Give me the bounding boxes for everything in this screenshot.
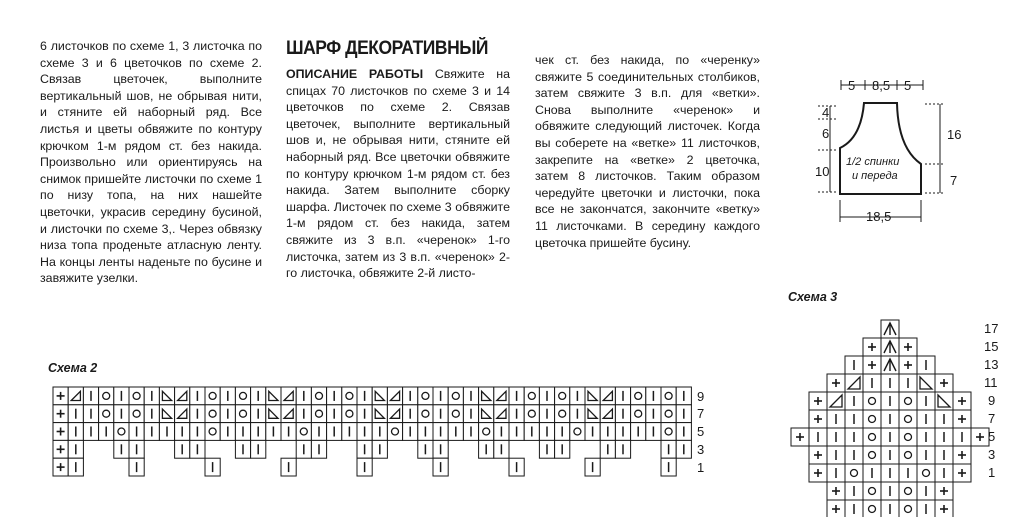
- schema-3-cell: [935, 374, 953, 392]
- schema-2-cell: [387, 423, 402, 441]
- schema-2-cell: [114, 387, 129, 405]
- schema-3-cell: [953, 392, 971, 410]
- schema-2-cell: [129, 423, 144, 441]
- dim-bottom: 18,5: [866, 209, 892, 224]
- schema-2-cell: [53, 387, 68, 405]
- schema-3-cell: [809, 464, 827, 482]
- schema-2-cell: [327, 405, 342, 423]
- schema-2-row-7: 7: [697, 406, 705, 421]
- schema-2-cell: [53, 458, 68, 476]
- article-title: ШАРФ ДЕКОРАТИВНЫЙ: [286, 38, 488, 59]
- pattern-label-1: 1/2 спинки: [846, 156, 900, 168]
- schema-3-cell: [845, 464, 863, 482]
- schema-2-cell: [600, 440, 615, 458]
- schema-2-cell: [144, 387, 159, 405]
- schema-2-cell: [68, 387, 83, 405]
- schema-3-cell: [881, 356, 899, 374]
- schema-2-cell: [327, 423, 342, 441]
- schema-2-cell: [509, 423, 524, 441]
- schema-2-row-numbers: [697, 389, 704, 475]
- schema-3-cell: [845, 410, 863, 428]
- schema-3-cell: [881, 320, 899, 338]
- schema-3-cell: [899, 428, 917, 446]
- schema-3-cell: [809, 428, 827, 446]
- schema-2-cell: [539, 387, 554, 405]
- column-2-text: Свяжите на спицах 70 листочков по схеме 3 и 14 цветочков по схеме 2. Связав цветочек, выполните вертикальный шов и, не обрывая нити, стяните ей наборный ряд. Все цветочки обвяжите по контуру крючком 1-м рядом ст. без накида. Затем выполните сборку шарфа. Листочек по схеме 3 обвяжите 1-м рядом ст. без накида, затем свяжите из 3 в.п. «черенок» 1-го листочка, затем из 3 в.п. «черенок» 2-го листочка, обвяжите 2-й листо-: [286, 67, 510, 281]
- schema-2-cell: [615, 405, 630, 423]
- schema-2-cell: [585, 423, 600, 441]
- schema-3-cell: [845, 500, 863, 517]
- schema-2-cell: [296, 423, 311, 441]
- schema-2-cell: [53, 440, 68, 458]
- dim-right-1: 16: [947, 127, 962, 142]
- schema-3-row-7: 7: [988, 411, 996, 426]
- schema-3-cell: [809, 410, 827, 428]
- schema-2-cell: [327, 387, 342, 405]
- schema-2-cell: [251, 423, 266, 441]
- schema-3-label: Схема 3: [788, 290, 838, 304]
- schema-2-cell: [235, 387, 250, 405]
- schema-3-cell: [845, 446, 863, 464]
- schema-2-cell: [479, 423, 494, 441]
- schema-2-cell: [509, 405, 524, 423]
- schema-2-cell: [585, 387, 600, 405]
- schema-2-cell: [600, 405, 615, 423]
- schema-2-cell: [372, 405, 387, 423]
- schema-3-cell: [809, 446, 827, 464]
- schema-3-cell: [827, 392, 845, 410]
- schema-3-cell: [917, 500, 935, 517]
- schema-2-cell: [631, 405, 646, 423]
- schema-3-cell: [899, 338, 917, 356]
- schema-2-cell: [631, 387, 646, 405]
- schema-2-cell: [144, 405, 159, 423]
- schema-2-cell: [555, 405, 570, 423]
- schema-2-cell: [99, 423, 114, 441]
- dim-left-3: 10: [815, 164, 830, 179]
- schema-3-cell: [935, 482, 953, 500]
- schema-2-cell: [251, 405, 266, 423]
- schema-2-cell: [68, 440, 83, 458]
- schema-2-cell: [281, 458, 296, 476]
- schema-2-cell: [342, 387, 357, 405]
- dim-left-2: 6: [822, 126, 830, 141]
- schema-2-chart: [53, 387, 691, 476]
- schema-2-cell: [448, 423, 463, 441]
- schema-2-cell: [570, 405, 585, 423]
- schema-2-cell: [433, 387, 448, 405]
- schema-2-cell: [175, 440, 190, 458]
- schema-3-cell: [917, 410, 935, 428]
- schema-3-cell: [863, 356, 881, 374]
- schema-3-cell: [827, 374, 845, 392]
- schema-2-cell: [205, 405, 220, 423]
- schema-2-row-1: 1: [697, 460, 705, 475]
- schema-2-cell: [661, 423, 676, 441]
- schema-3-cell: [845, 356, 863, 374]
- schema-3-cell: [827, 410, 845, 428]
- schema-3-cell: [863, 464, 881, 482]
- schema-3-cell: [863, 392, 881, 410]
- section-lead: ОПИСАНИЕ РАБОТЫ: [286, 67, 424, 81]
- schema-2-cell: [555, 440, 570, 458]
- schema-2-cell: [463, 423, 478, 441]
- schema-2-cell: [570, 387, 585, 405]
- schema-2-cell: [342, 423, 357, 441]
- schema-2-cell: [68, 458, 83, 476]
- schema-3-cell: [899, 500, 917, 517]
- schema-2-cell: [357, 458, 372, 476]
- schema-3-cell: [917, 428, 935, 446]
- schema-2-cell: [646, 405, 661, 423]
- schema-2-cell: [433, 423, 448, 441]
- schema-3-cell: [881, 446, 899, 464]
- schema-3-cell: [827, 446, 845, 464]
- schema-2-cell: [175, 387, 190, 405]
- schema-2-cell: [251, 440, 266, 458]
- schema-2-cell: [129, 387, 144, 405]
- schema-2-cell: [342, 405, 357, 423]
- schema-2-cell: [357, 387, 372, 405]
- schema-3-chart: [791, 320, 989, 517]
- schema-2-cell: [494, 423, 509, 441]
- schema-3-cell: [863, 410, 881, 428]
- schema-2-cell: [129, 405, 144, 423]
- schema-2-cell: [53, 423, 68, 441]
- schema-2-cell: [311, 387, 326, 405]
- schema-2-cell: [357, 405, 372, 423]
- schema-2-cell: [479, 405, 494, 423]
- schema-2-cell: [403, 423, 418, 441]
- schema-3-cell: [935, 446, 953, 464]
- schema-2-cell: [524, 387, 539, 405]
- schema-3-cell: [917, 482, 935, 500]
- schema-2-cell: [190, 440, 205, 458]
- schema-3-cell: [899, 356, 917, 374]
- schema-2-cell: [159, 423, 174, 441]
- schema-2-cell: [296, 440, 311, 458]
- dim-left-1: 4: [822, 105, 830, 120]
- schema-2-cell: [615, 387, 630, 405]
- schema-2-cell: [235, 405, 250, 423]
- schema-3-cell: [971, 428, 989, 446]
- schema-2-cell: [296, 405, 311, 423]
- schema-2-cell: [357, 423, 372, 441]
- schema-2-cell: [585, 405, 600, 423]
- schema-3-cell: [845, 392, 863, 410]
- schema-2-cell: [448, 387, 463, 405]
- schema-2-cell: [661, 440, 676, 458]
- schema-3-cell: [899, 446, 917, 464]
- schema-3-cell: [899, 392, 917, 410]
- dim-right-2: 7: [950, 173, 958, 188]
- schema-2-cell: [600, 423, 615, 441]
- schema-2-cell: [235, 423, 250, 441]
- schema-2-cell: [433, 440, 448, 458]
- schema-2-cell: [159, 387, 174, 405]
- schema-2-cell: [144, 423, 159, 441]
- schema-2-cell: [418, 405, 433, 423]
- schema-2-cell: [524, 423, 539, 441]
- schema-2-cell: [509, 387, 524, 405]
- schema-2-label: Схема 2: [48, 361, 98, 375]
- schema-2-cell: [403, 387, 418, 405]
- schema-2-cell: [281, 387, 296, 405]
- schema-3-cell: [935, 464, 953, 482]
- schema-2-cell: [235, 440, 250, 458]
- schema-2-cell: [676, 387, 691, 405]
- schema-3-cell: [827, 482, 845, 500]
- schema-2-cell: [509, 458, 524, 476]
- schema-2-cell: [114, 440, 129, 458]
- schema-3-cell: [881, 338, 899, 356]
- schema-2-row-5: 5: [697, 424, 705, 439]
- schema-3-cell: [845, 428, 863, 446]
- schema-3-cell: [863, 338, 881, 356]
- schema-3-cell: [845, 374, 863, 392]
- schema-2-cell: [418, 387, 433, 405]
- schema-2-cell: [281, 423, 296, 441]
- schema-2-cell: [266, 423, 281, 441]
- schema-3-row-11: 11: [984, 375, 998, 390]
- schema-2-cell: [539, 405, 554, 423]
- schema-2-cell: [99, 405, 114, 423]
- schema-2-cell: [615, 440, 630, 458]
- schema-2-cell: [205, 423, 220, 441]
- schema-2-cell: [266, 405, 281, 423]
- schema-2-cell: [387, 405, 402, 423]
- schema-2-cell: [281, 405, 296, 423]
- schema-2-cell: [555, 423, 570, 441]
- schema-2-cell: [357, 440, 372, 458]
- schema-3-cell: [917, 356, 935, 374]
- schema-3-cell: [881, 464, 899, 482]
- schema-2-cell: [311, 405, 326, 423]
- schema-2-cell: [68, 423, 83, 441]
- schema-3-cell: [935, 410, 953, 428]
- schema-3-cell: [935, 392, 953, 410]
- schema-2-cell: [463, 405, 478, 423]
- schema-2-cell: [190, 423, 205, 441]
- dim-top-right: 5: [904, 78, 912, 93]
- schema-2-cell: [296, 387, 311, 405]
- schema-2-cell: [99, 387, 114, 405]
- schema-3-cell: [953, 464, 971, 482]
- pattern-dimension-labels: [815, 78, 961, 224]
- schema-2-cell: [524, 405, 539, 423]
- schema-2-cell: [433, 458, 448, 476]
- schema-3-cell: [827, 464, 845, 482]
- schema-3-cell: [809, 392, 827, 410]
- schema-2-cell: [311, 440, 326, 458]
- garment-pattern: [818, 80, 945, 222]
- schema-2-cell: [661, 405, 676, 423]
- schema-3-cell: [863, 428, 881, 446]
- schema-3-cell: [881, 428, 899, 446]
- schema-2-cell: [676, 423, 691, 441]
- schema-3-cell: [899, 464, 917, 482]
- schema-2-cell: [463, 387, 478, 405]
- schema-2-cell: [479, 387, 494, 405]
- schema-3-row-13: 13: [984, 357, 999, 372]
- schema-3-cell: [953, 410, 971, 428]
- schema-3-row-9: 9: [988, 393, 996, 408]
- schema-2-cell: [190, 387, 205, 405]
- schema-3-cell: [935, 500, 953, 517]
- schema-2-cell: [83, 387, 98, 405]
- schema-3-cell: [827, 428, 845, 446]
- schema-2-cell: [159, 405, 174, 423]
- schema-2-cell: [68, 405, 83, 423]
- schema-3-cell: [863, 482, 881, 500]
- schema-2-cell: [220, 387, 235, 405]
- schema-3-cell: [863, 446, 881, 464]
- schema-3-cell: [899, 482, 917, 500]
- schema-3-cell: [863, 500, 881, 517]
- schema-2-cell: [539, 423, 554, 441]
- schema-2-cell: [266, 387, 281, 405]
- schema-3-row-15: 15: [984, 339, 999, 354]
- schema-2-cell: [175, 423, 190, 441]
- schema-2-cell: [418, 440, 433, 458]
- schema-2-cell: [615, 423, 630, 441]
- schema-2-cell: [220, 405, 235, 423]
- schema-2-cell: [83, 405, 98, 423]
- schema-2-cell: [205, 458, 220, 476]
- dim-top-mid: 8,5: [872, 78, 891, 93]
- schema-3-cell: [953, 428, 971, 446]
- schema-2-cell: [372, 423, 387, 441]
- schema-2-cell: [251, 387, 266, 405]
- schema-2-cell: [403, 405, 418, 423]
- schema-3-cell: [881, 482, 899, 500]
- schema-2-cell: [661, 458, 676, 476]
- schema-2-cell: [494, 440, 509, 458]
- schema-2-row-3: 3: [697, 442, 705, 457]
- schema-2-cell: [646, 423, 661, 441]
- pattern-label-2: и переда: [852, 170, 898, 182]
- schema-3-cell: [845, 482, 863, 500]
- schema-2-cell: [479, 440, 494, 458]
- schema-2-cell: [448, 405, 463, 423]
- schema-2-cell: [175, 405, 190, 423]
- schema-3-row-5: 5: [988, 429, 996, 444]
- schema-3-cell: [917, 464, 935, 482]
- schema-2-cell: [114, 423, 129, 441]
- schema-2-cell: [418, 423, 433, 441]
- schema-2-cell: [631, 423, 646, 441]
- schema-3-cell: [881, 374, 899, 392]
- column-3-text: чек ст. без накида, по «черенку» свяжите 5 соединительных столбиков, затем свяжите 3 в.п. для «ветки». Снова выполните «черенок» и обвяжите следующий листочек. Когда вы соберете на «ветке» 11 листочков, закрепите на «ветке» 2 цветочка, затем 8 листочков. Таким образом чередуйте цветочки и листочки, пока все не закончатся, закончите «ветку» 11 листочками. В середину каждого цветочка пришейте бусину.: [535, 53, 760, 250]
- schema-2-row-9: 9: [697, 389, 705, 404]
- schema-2-cell: [494, 387, 509, 405]
- schema-2-cell: [661, 387, 676, 405]
- schema-2-cell: [676, 440, 691, 458]
- schema-2-cell: [372, 440, 387, 458]
- schema-3-cell: [917, 446, 935, 464]
- schema-3-cell: [899, 374, 917, 392]
- schema-2-cell: [311, 423, 326, 441]
- schema-3-cell: [881, 410, 899, 428]
- schema-2-cell: [555, 387, 570, 405]
- schema-2-cell: [114, 405, 129, 423]
- schema-2-cell: [129, 458, 144, 476]
- schema-3-cell: [899, 410, 917, 428]
- schema-3-row-1: 1: [988, 465, 996, 480]
- schema-3-cell: [791, 428, 809, 446]
- schema-2-cell: [220, 423, 235, 441]
- schema-3-cell: [917, 392, 935, 410]
- schema-2-cell: [646, 387, 661, 405]
- schema-2-cell: [129, 440, 144, 458]
- schema-3-cell: [881, 500, 899, 517]
- dim-top-left: 5: [848, 78, 856, 93]
- schema-3-row-3: 3: [988, 447, 996, 462]
- schema-2-cell: [600, 387, 615, 405]
- schema-2-cell: [205, 387, 220, 405]
- schema-2-cell: [570, 423, 585, 441]
- schema-2-cell: [83, 423, 98, 441]
- schema-2-cell: [585, 458, 600, 476]
- schema-3-cell: [827, 500, 845, 517]
- schema-2-cell: [433, 405, 448, 423]
- schema-2-cell: [387, 387, 402, 405]
- schema-2-cell: [539, 440, 554, 458]
- schema-2-cell: [494, 405, 509, 423]
- schema-2-cell: [372, 387, 387, 405]
- schema-3-cell: [953, 446, 971, 464]
- schema-2-cell: [676, 405, 691, 423]
- schema-3-cell: [863, 374, 881, 392]
- schema-2-cell: [53, 405, 68, 423]
- schema-3-cell: [935, 428, 953, 446]
- schema-2-cell: [190, 405, 205, 423]
- column-1-text: 6 листочков по схеме 1, 3 листочка по схеме 3 и 6 цветочков по схеме 2. Связав цветочек, выполните вертикальный шов, не обрывая нити, и стяните ей наборный ряд. Все листья и цветы обвяжите по контуру крючком 1-м рядом ст. без накида. Произвольно или ориентируясь на снимок пришейте листочки по схеме 1 по низу топа, на них нашейте цветочки, украсив середину бусиной, и листочки по схеме 3,. Через обвязку низа топа проденьте атласную ленту. На концы ленты наденьте по бусине и завяжите узелки.: [40, 39, 262, 286]
- schema-3-row-numbers: [984, 321, 998, 480]
- schema-3-cell: [881, 392, 899, 410]
- schema-3-row-17: 17: [984, 321, 999, 336]
- schema-3-cell: [917, 374, 935, 392]
